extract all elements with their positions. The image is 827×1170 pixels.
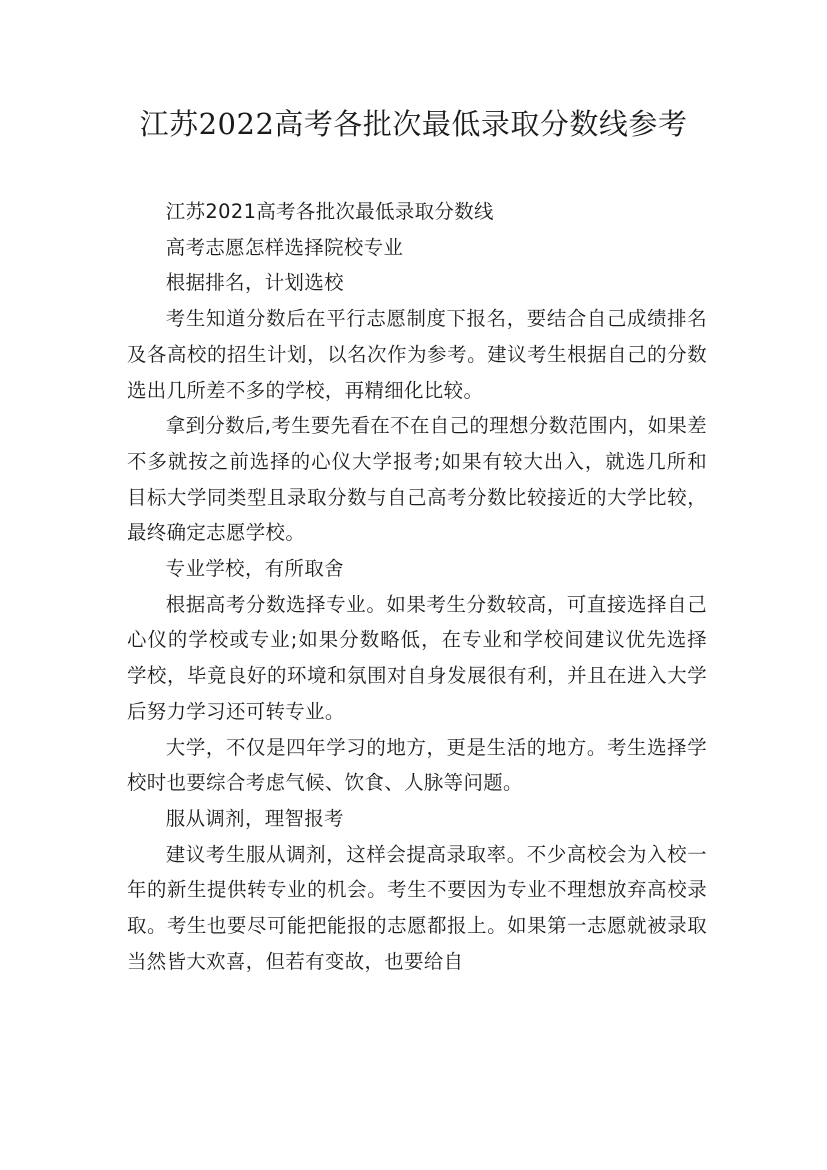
document-title: 江苏2022高考各批次最低录取分数线参考 [139, 107, 688, 141]
paragraph-major-body: 根据高考分数选择专业。如果考生分数较高，可直接选择自己心仪的学校或专业;如果分数略低，在专业和学校间建议优先选择学校，毕竟良好的环境和氛围对自身发展很有利，并且在进入大学后努力学习还可转专业。 [127, 592, 707, 723]
paragraph-adjustment-body: 建议考生服从调剂，这样会提高录取率。不少高校会为入校一年的新生提供转专业的机会。考生不要因为专业不理想放弃高校录取。考生也要尽可能把能报的志愿都报上。如果第一志愿就被录取当然皆大欢喜，但若有变故，也要给自 [127, 842, 707, 973]
paragraph-subtitle-score-lines: 江苏2021高考各批次最低录取分数线 [165, 200, 494, 223]
paragraph-university-life-body: 大学，不仅是四年学习的地方，更是生活的地方。考生选择学校时也要综合考虑气候、饮食、人脉等问题。 [127, 735, 707, 795]
paragraph-heading-major-school: 专业学校，有所取舍 [165, 557, 344, 581]
paragraph-after-score-body: 拿到分数后,考生要先看在不在自己的理想分数范围内，如果差不多就按之前选择的心仪大学报考;如果有较大出入，就选几所和目标大学同类型且录取分数与自己高考分数比较接近的大学比较，最终确定志愿学校。 [127, 414, 707, 545]
document-body [127, 194, 707, 979]
paragraph-heading-ranking: 根据排名，计划选校 [165, 271, 344, 295]
paragraph-heading-adjustment: 服从调剂，理智报考 [165, 806, 344, 830]
paragraph-heading-how-to-choose: 高考志愿怎样选择院校专业 [165, 235, 404, 259]
paragraph-ranking-body: 考生知道分数后在平行志愿制度下报名，要结合自己成绩排名及各高校的招生计划，以名次作为参考。建议考生根据自己的分数选出几所差不多的学校，再精细化比较。 [127, 307, 707, 402]
